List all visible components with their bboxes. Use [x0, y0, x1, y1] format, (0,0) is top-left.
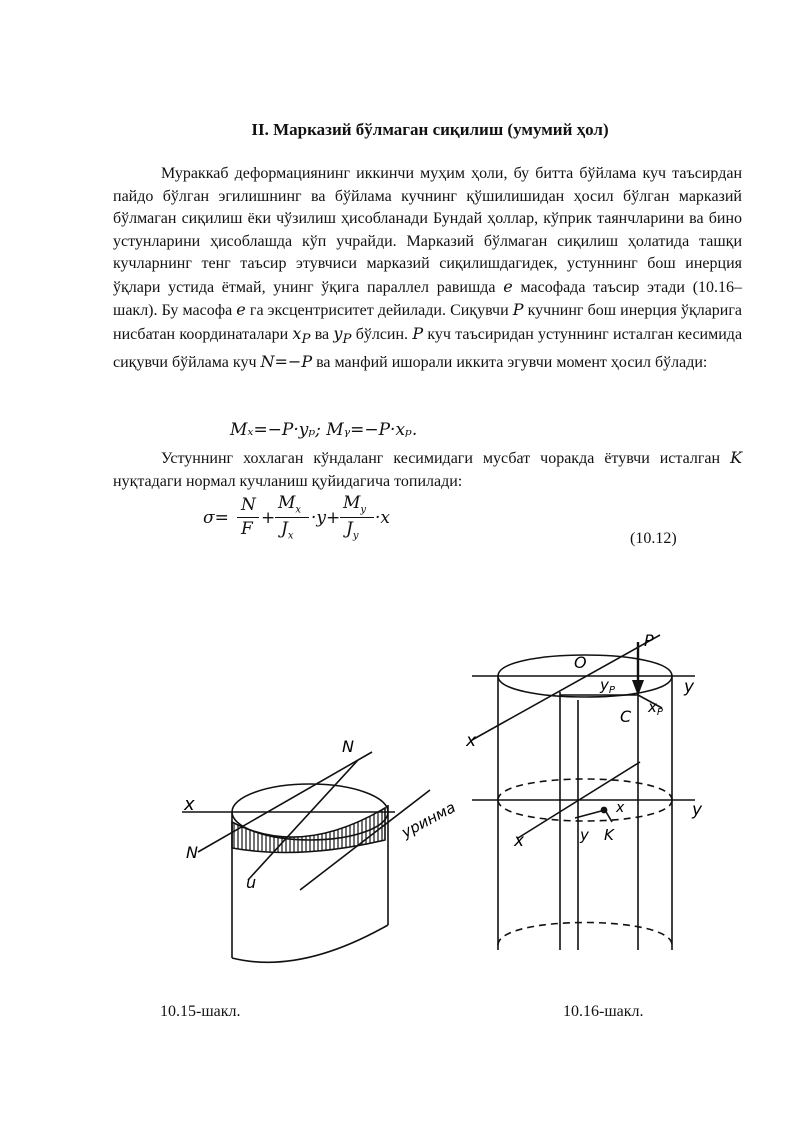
label-K: K — [604, 826, 614, 844]
k-y-line — [575, 810, 605, 818]
moment-equation: Mₓ=−P·yₚ; Mᵧ=−P·xₚ. — [230, 420, 418, 440]
axial-force-equation: N=−P — [260, 352, 313, 372]
label-yP: $y_P$ — [600, 676, 615, 696]
denominator-Jy: $J_y$ — [346, 519, 359, 542]
paragraph-text: масофада таъсир этади (10.16–шакл). Бу масофа — [113, 278, 743, 319]
label-y-small: y — [580, 826, 589, 844]
paragraph-text: куч таъсиридан устуннинг исталган кесимида сиқувчи бўйлама куч — [113, 325, 743, 372]
point-symbol: K — [730, 448, 743, 467]
fraction-bar — [237, 517, 259, 518]
denominator-F: F — [241, 519, 253, 539]
label-O: O — [574, 653, 587, 672]
fraction-bar — [275, 517, 309, 518]
caption-10-15: 10.15-шакл. — [160, 1003, 241, 1020]
bottom-ellipse-back — [498, 923, 672, 946]
x-term: ·x — [375, 508, 390, 528]
paragraph-text: кучнинг бош инерция ўқларига нисбатан координаталари — [113, 302, 743, 343]
label-P: P — [644, 631, 654, 650]
u-line — [248, 760, 358, 880]
paragraph-text: га эксцентриситет дейилади. Сиқувчи — [249, 302, 509, 319]
sigma-term: σ= — [203, 508, 229, 528]
numerator-Mx: $M_x$ — [278, 493, 302, 516]
equation-number: (10.12) — [630, 530, 677, 547]
label-N-bottom: N — [186, 843, 198, 862]
label-tangent: уринма — [398, 798, 459, 842]
section-title: II. Марказий бўлмаган сиқилиш (умумий ҳол) — [251, 120, 609, 139]
paragraph-stress — [113, 447, 742, 493]
numerator-N: N — [241, 495, 256, 515]
caption-10-16: 10.16-шакл. — [563, 1003, 644, 1020]
numerator-My: $M_y$ — [343, 493, 367, 516]
fraction-bar — [340, 517, 374, 518]
label-x-axis-top: x — [466, 731, 477, 751]
paragraph-text: Устуннинг хохлаган кўндаланг кесимидаги мусбат чоракда ётувчи исталган — [161, 450, 721, 467]
top-ellipse-front — [498, 676, 672, 697]
paragraph-text: бўлсин. — [355, 325, 409, 343]
denominator-Jx: $J_x$ — [281, 519, 294, 542]
label-y-mid: y — [692, 800, 703, 820]
force-symbol: P — [512, 300, 524, 319]
label-x: x — [184, 794, 195, 815]
paragraph-text: ва — [314, 325, 330, 343]
eccentricity-symbol: e — [236, 300, 246, 319]
paragraph-text: ва манфий ишорали иккита эгувчи момент ҳосил бўлади: — [316, 354, 708, 372]
label-u: u — [246, 873, 257, 892]
label-x-mid: x — [514, 831, 525, 851]
coordinate-xp: $x_P$ — [292, 323, 311, 347]
coordinate-yp: $y_P$ — [333, 323, 352, 347]
label-xP: $x_P$ — [648, 698, 663, 718]
stress-equation — [203, 495, 463, 547]
label-x-small: x — [616, 800, 625, 816]
label-C: C — [620, 707, 632, 726]
plus-sign: + — [261, 508, 276, 528]
cylinder-bottom-edge — [232, 925, 388, 962]
eccentricity-symbol: e — [503, 276, 513, 296]
figure-10-15 — [170, 725, 470, 985]
point-K — [601, 807, 608, 814]
top-x-axis — [472, 635, 660, 740]
label-y-top: y — [684, 677, 695, 697]
y-term: ·y+ — [311, 508, 341, 528]
paragraph-text: нуқтадаги нормал кучланиш қуйидагича топилади: — [113, 472, 463, 490]
label-N-top: N — [342, 737, 354, 756]
force-symbol: P — [412, 323, 424, 343]
figure-10-16 — [460, 630, 730, 955]
paragraph-text: Мураккаб деформациянинг иккинчи муҳим ҳоли, бу битта бўйлама куч таъсирдан пайдо бўлган эгилишнинг ва бўйлама кучнинг қўшилишидан ҳосил бўлган марказий бўлмаган сиқилиш ёки чўзилиш ҳисобланади Бундай ҳоллар, кўприк таянчларини ва бино устунларини ҳисоблашда кўп учрайди. Марказий бўлмаган сиқилиш ҳолатида ташқи кучларнинг тенг таъсир этувчиси марказий сиқилишдагидек, устуннинг бош инерция ўқлари устида ётмай, унинг ўқига параллел равишда — [113, 165, 742, 296]
paragraph-intro — [113, 163, 742, 375]
mid-ellipse-front — [498, 800, 672, 821]
